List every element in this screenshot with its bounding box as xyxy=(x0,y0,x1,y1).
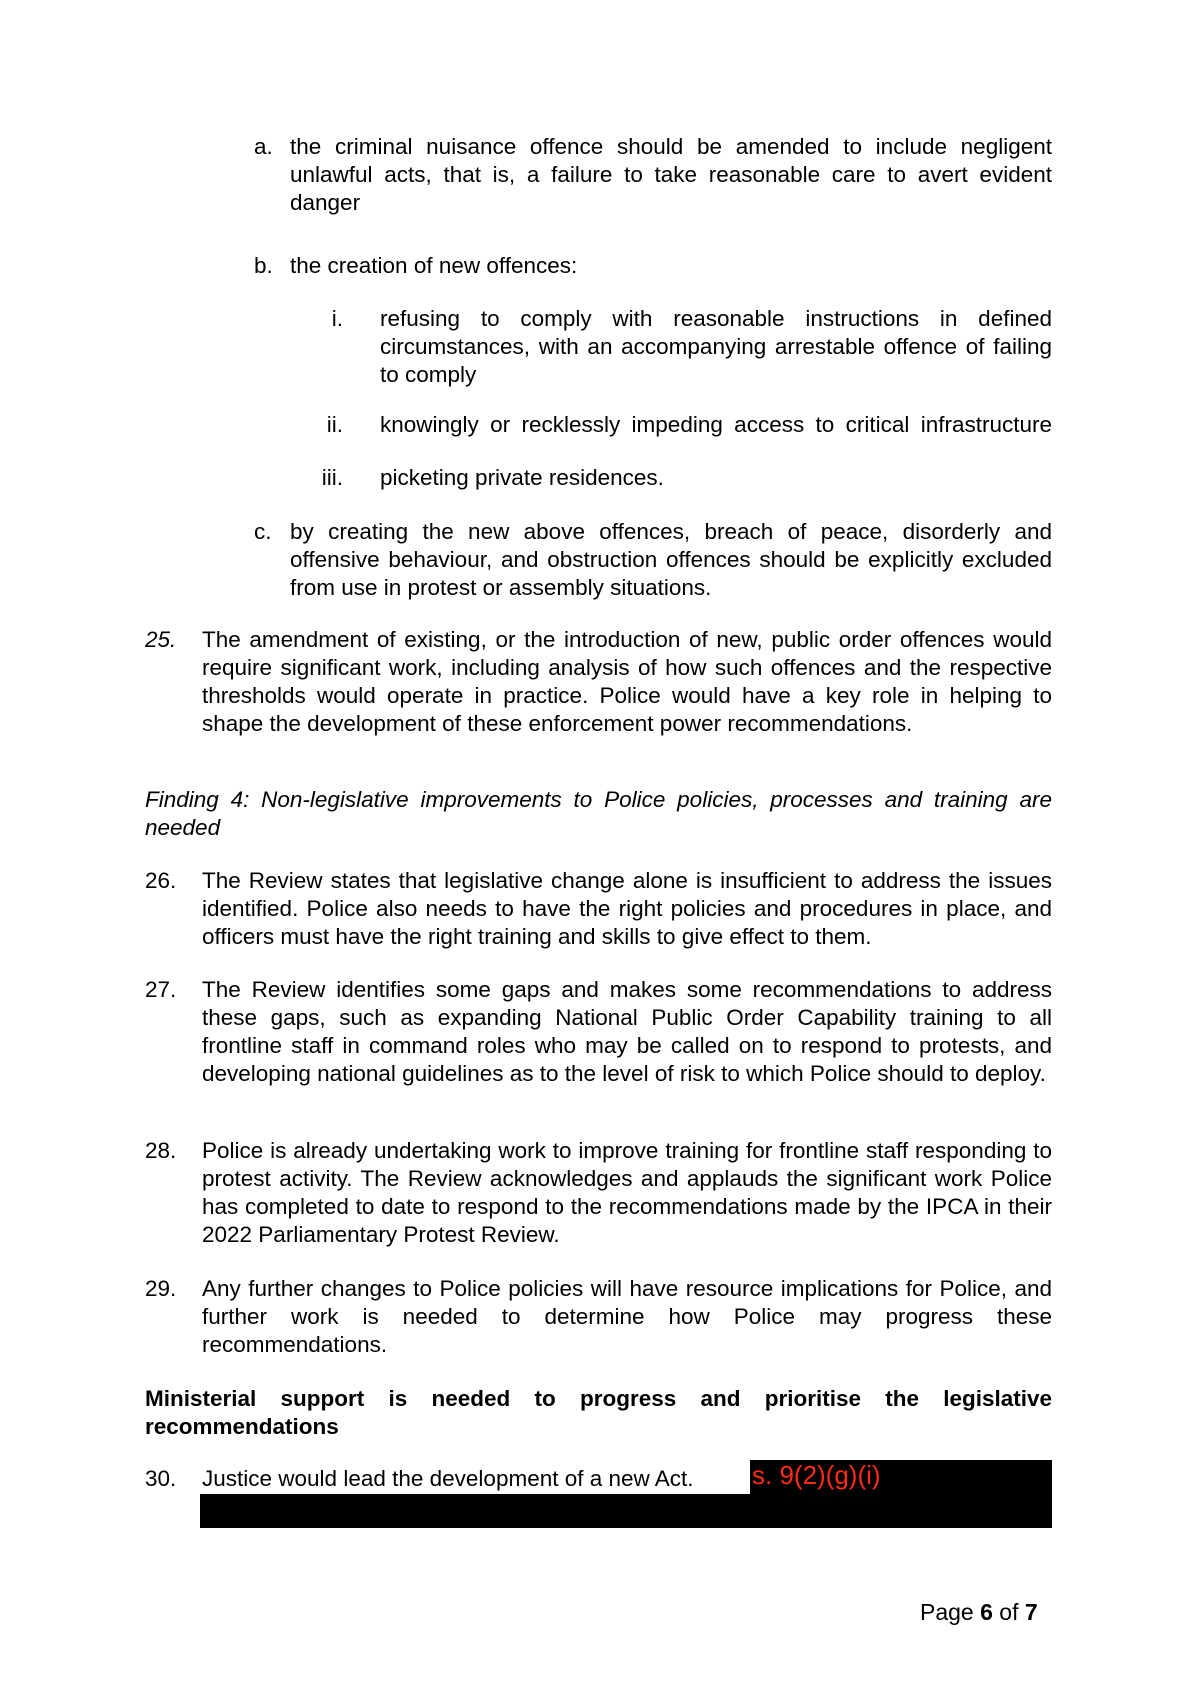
list-marker-a: a. xyxy=(254,134,273,159)
list-item-b-i: refusing to comply with reasonable instructions in defined circumstances, with an accompanying arrestable offence of failing to comply xyxy=(380,306,1052,387)
paragraph-number-26: 26. xyxy=(145,868,177,893)
list-item-b: the creation of new offences: xyxy=(290,253,578,278)
paragraph-number-27: 27. xyxy=(145,977,177,1002)
paragraph-number-29: 29. xyxy=(145,1276,177,1301)
page-label: Page xyxy=(920,1599,974,1625)
page-current: 6 xyxy=(980,1599,993,1625)
list-item-b-ii: knowingly or recklessly impeding access to critical infrastructure xyxy=(380,412,1052,437)
paragraph-25: The amendment of existing, or the introduction of new, public order offences would require significant work, including analysis of how such offences and the respective thresholds would operate in practice. Police would have a key role in helping to shape the development of these enforcement power recommendations. xyxy=(202,627,1052,736)
redaction-code: s. 9(2)(g)(i) xyxy=(752,1460,881,1490)
paragraph-number-28: 28. xyxy=(145,1138,177,1163)
page-of-label: of xyxy=(999,1599,1019,1625)
page-number xyxy=(920,1599,1038,1626)
paragraph-27: The Review identifies some gaps and makes some recommendations to address these gaps, such as expanding National Public Order Capability training to all frontline staff in command roles who may be called on to respond to protests, and developing national guidelines as to the level of risk to which Police should to deploy. xyxy=(202,977,1052,1086)
list-marker-b: b. xyxy=(254,253,273,278)
list-marker-b-i: i. xyxy=(331,306,343,331)
paragraph-28: Police is already undertaking work to improve training for frontline staff responding to protest activity. The Review acknowledges and applauds the significant work Police has completed to date to respond to the recommendations made by the IPCA in their 2022 Parliamentary Protest Review. xyxy=(202,1138,1052,1247)
paragraph-26: The Review states that legislative change alone is insufficient to address the issues identified. Police also needs to have the right policies and procedures in place, and officers must have the right training and skills to give effect to them. xyxy=(202,868,1052,949)
list-marker-b-ii: ii. xyxy=(326,412,343,437)
list-marker-b-iii: iii. xyxy=(321,465,343,490)
paragraph-number-30: 30. xyxy=(145,1466,177,1491)
list-item-c: by creating the new above offences, breach of peace, disorderly and offensive behaviour, and obstruction offences should be explicitly excluded from use in protest or assembly situations. xyxy=(290,519,1052,600)
paragraph-29: Any further changes to Police policies will have resource implications for Police, and further work is needed to determine how Police may progress these recommendations. xyxy=(202,1276,1052,1357)
list-marker-c: c. xyxy=(254,519,272,544)
redaction-block-line xyxy=(200,1494,1052,1528)
paragraph-30-text: Justice would lead the development of a new Act. xyxy=(202,1466,694,1491)
list-item-b-iii: picketing private residences. xyxy=(380,465,664,490)
page-total: 7 xyxy=(1024,1599,1038,1625)
paragraph-number-25: 25. xyxy=(145,627,177,652)
finding-4-subheading: Finding 4: Non-legislative improvements to Police policies, processes and training are needed xyxy=(145,787,1052,840)
list-item-a: the criminal nuisance offence should be amended to include negligent unlawful acts, that is, a failure to take reasonable care to avert evident danger xyxy=(290,134,1052,215)
section-heading: Ministerial support is needed to progress and prioritise the legislative recommendations xyxy=(145,1386,1052,1439)
